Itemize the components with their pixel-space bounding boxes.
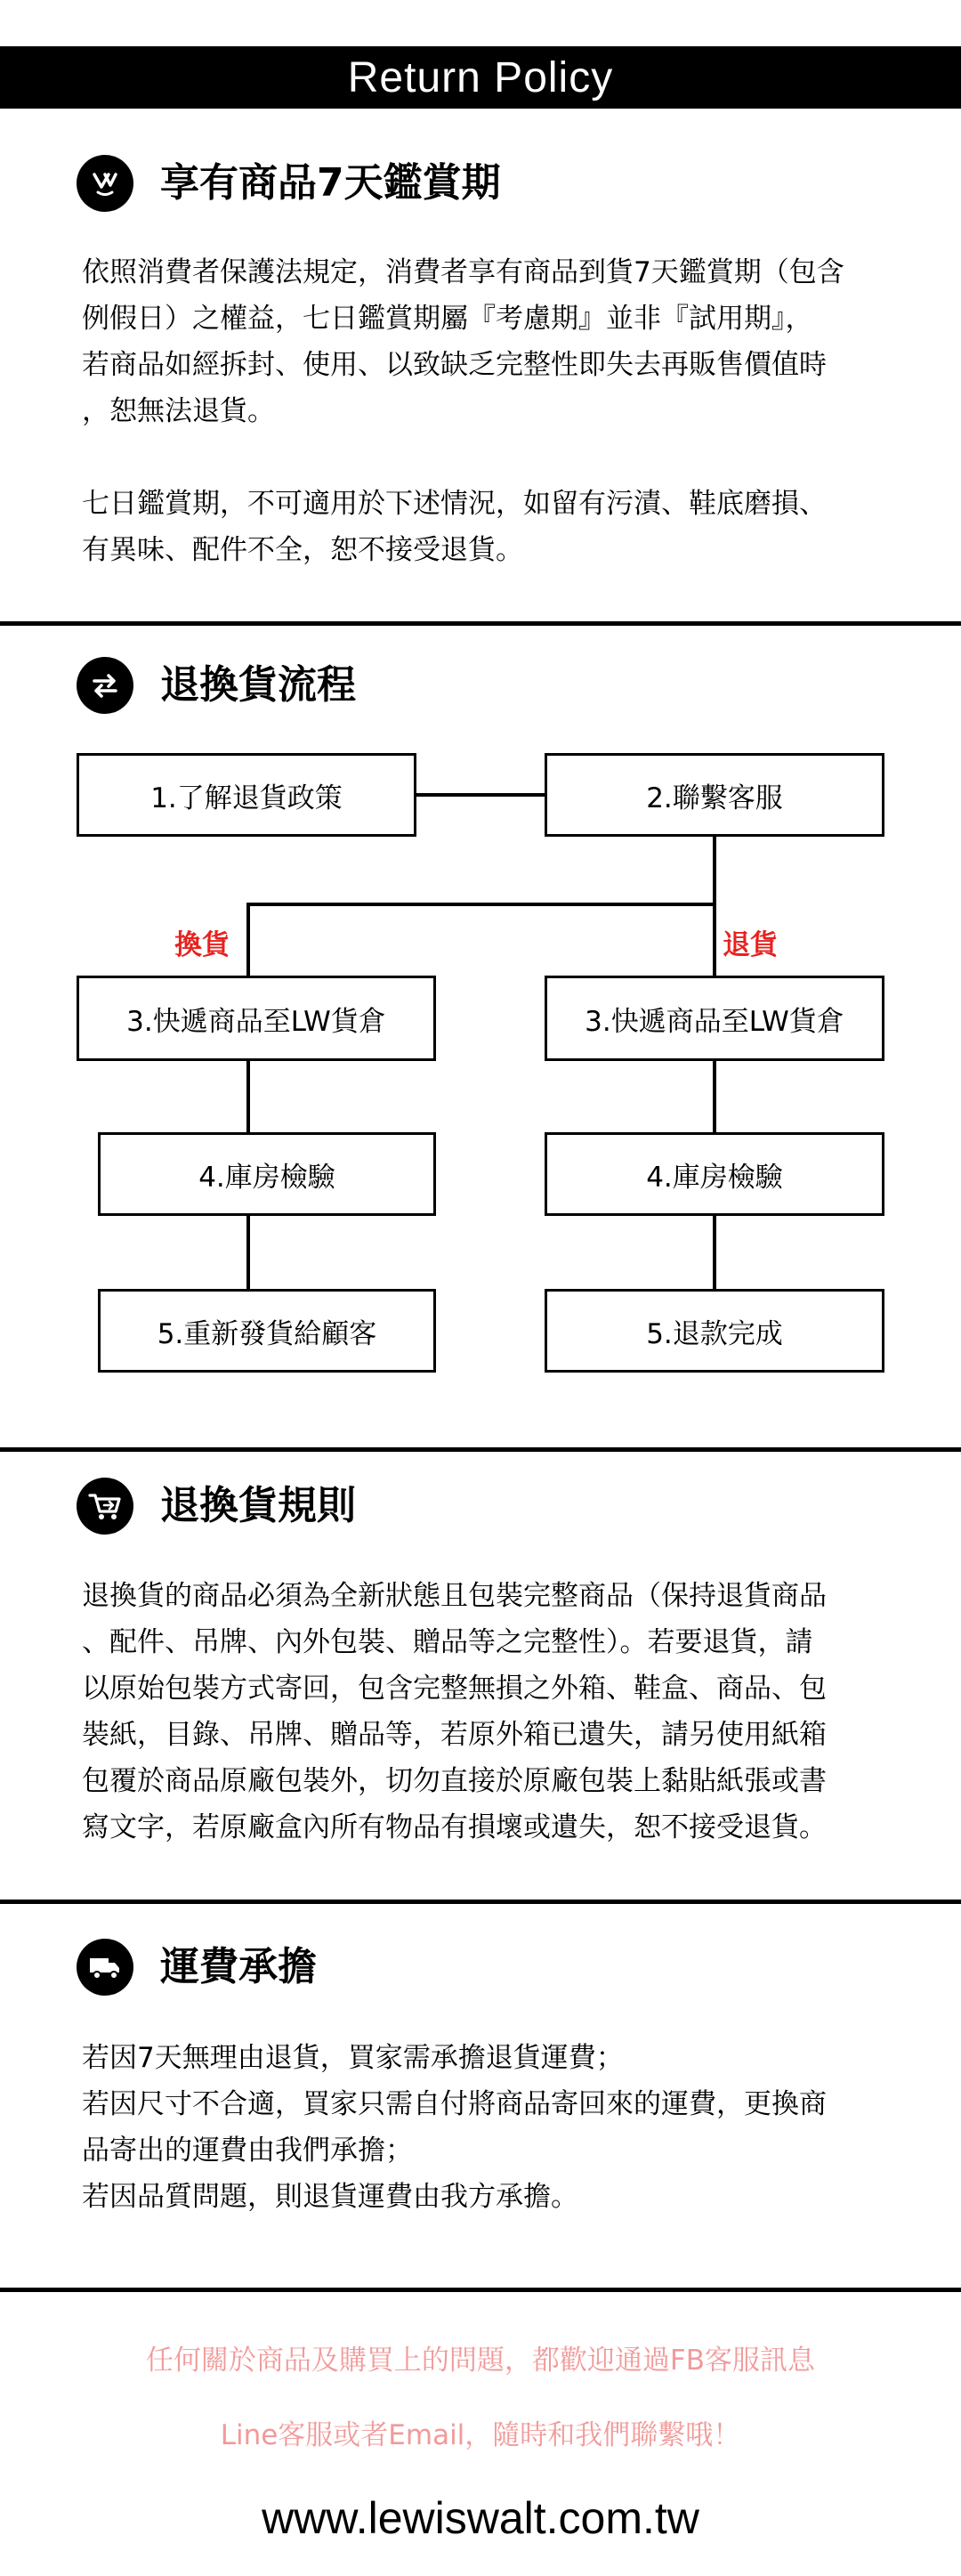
text-line: 退換貨的商品必須為全新狀態且包裝完整商品（保持退貨商品 <box>82 1580 827 1612</box>
flow-step-inspect-right: 4.庫房檢驗 <box>545 1132 884 1216</box>
flow-connector <box>713 1061 716 1132</box>
flow-step-reship: 5.重新發貨給顧客 <box>98 1289 436 1373</box>
cart-return-icon <box>77 1478 133 1535</box>
website-link[interactable]: www.lewiswalt.com.tw <box>262 2493 699 2543</box>
flow-connector <box>246 903 250 976</box>
page-title-banner <box>0 46 961 109</box>
text-line: 以原始包裝方式寄回，包含完整無損之外箱、鞋盒、商品、包 <box>82 1673 827 1705</box>
flow-connector <box>246 1061 250 1132</box>
footer-contact-line-1: 任何關於商品及購買上的問題，都歡迎通過FB客服訊息 <box>145 2345 816 2377</box>
flow-connector <box>713 1216 716 1289</box>
section-title-appreciation: 享有商品7天鑑賞期 <box>160 160 501 206</box>
flow-step-inspect-left: 4.庫房檢驗 <box>98 1132 436 1216</box>
flow-connector <box>713 837 716 976</box>
flow-connector <box>246 903 716 906</box>
flow-step-ship-left: 3.快遞商品至LW貨倉 <box>77 976 436 1061</box>
flow-step-policy: 1.了解退貨政策 <box>77 753 416 837</box>
text-line: 若商品如經拆封、使用、以致缺乏完整性即失去再販售價值時 <box>82 349 827 381</box>
section-divider <box>0 1447 961 1452</box>
flow-step-contact: 2.聯繫客服 <box>545 753 884 837</box>
section-divider <box>0 1900 961 1904</box>
appreciation-text <box>82 249 918 573</box>
section-title-rules: 退換貨規則 <box>160 1483 356 1528</box>
text-line: 若因品質問題，則退貨運費由我方承擔。 <box>82 2181 578 2213</box>
text-line: 若因7天無理由退貨，買家需承擔退貨運費； <box>82 2042 624 2074</box>
text-line: 若因尺寸不合適，買家只需自付將商品寄回來的運費，更換商 <box>82 2088 827 2120</box>
exchange-label: 換貨 <box>174 929 230 961</box>
text-line: 例假日）之權益，七日鑑賞期屬『考慮期』並非『試用期』， <box>82 303 813 335</box>
section-title-process: 退換貨流程 <box>160 662 356 708</box>
text-line: 有異味、配件不全，恕不接受退貨。 <box>82 534 523 566</box>
text-line: 裝紙，目錄、吊牌、贈品等，若原外箱已遺失，請另使用紙箱 <box>82 1719 827 1751</box>
section-divider <box>0 621 961 626</box>
text-line: 七日鑑賞期，不可適用於下述情況，如留有污漬、鞋底磨損、 <box>82 488 827 520</box>
section-divider <box>0 2288 961 2292</box>
return-label: 退貨 <box>723 929 778 961</box>
flow-connector <box>416 793 545 797</box>
exchange-arrows-icon <box>77 657 133 714</box>
flow-step-ship-right: 3.快遞商品至LW貨倉 <box>545 976 884 1061</box>
page-title: Return Policy <box>347 53 614 101</box>
section-title-shipping: 運費承擔 <box>160 1944 317 1989</box>
shipping-text <box>82 2035 918 2220</box>
text-line: 寫文字，若原廠盒內所有物品有損壞或遺失，恕不接受退貨。 <box>82 1811 827 1843</box>
truck-icon <box>77 1939 133 1996</box>
text-line: 依照消費者保護法規定，消費者享有商品到貨7天鑑賞期（包含 <box>82 256 844 288</box>
text-line: 、配件、吊牌、內外包裝、贈品等之完整性）。若要退貨，請 <box>82 1626 813 1658</box>
text-line: 包覆於商品原廠包裝外，切勿直接於原廠包裝上黏貼紙張或書 <box>82 1765 827 1797</box>
flow-step-refund: 5.退款完成 <box>545 1289 884 1373</box>
footer-contact-line-2: Line客服或者Email，隨時和我們聯繫哦！ <box>220 2419 741 2451</box>
text-line: ，恕無法退貨。 <box>82 395 275 427</box>
rules-text <box>82 1573 918 1851</box>
text-line: 品寄出的運費由我們承擔； <box>82 2135 413 2167</box>
shoe-badge-icon <box>77 155 133 212</box>
flow-connector <box>246 1216 250 1289</box>
